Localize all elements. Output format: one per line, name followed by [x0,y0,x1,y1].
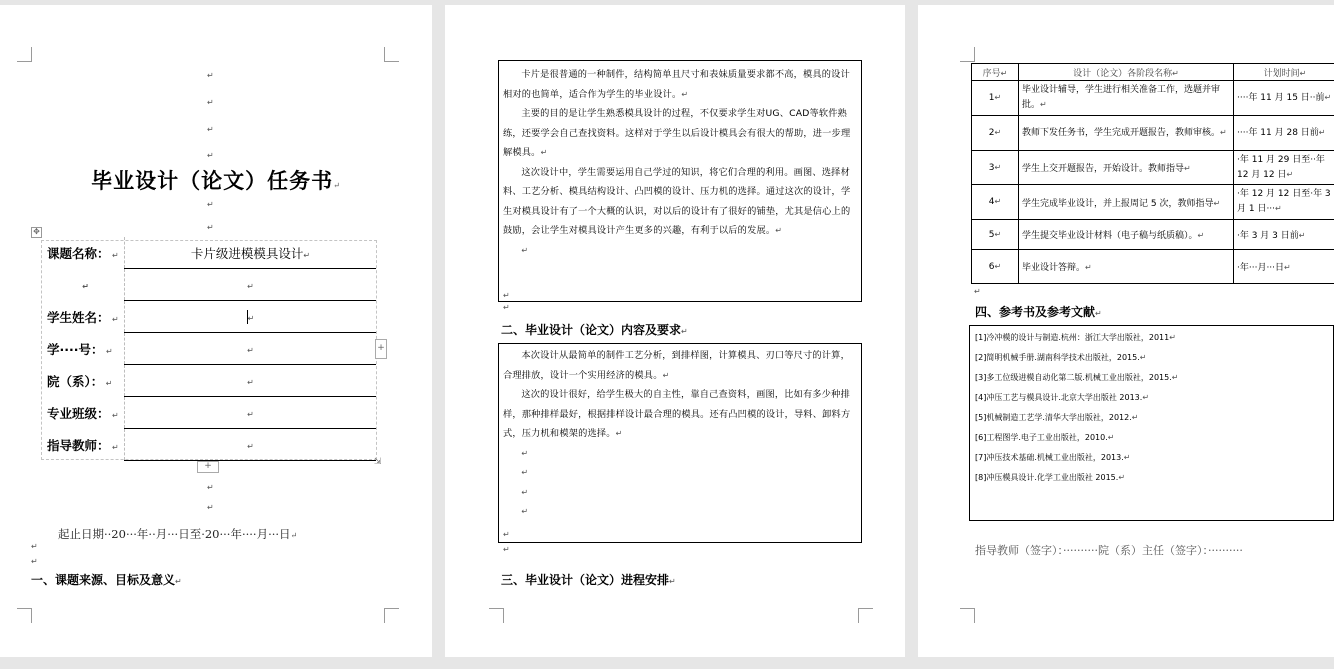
column-header: 序号↵ [972,64,1019,81]
paragraph: 主要的目的是让学生熟悉模具设计的过程，不仅要求学生对UG、CAD等软件熟练，还要学会自己查找资料。这样对于学生以后设计模具会有很大的帮助，进一步理解模具。↵ [503,108,851,158]
student-name-value[interactable]: ↵ [125,301,377,333]
reference-item: [7]冲压技术基础.机械工业出版社，2013.↵ [975,453,1131,462]
paragraph-mark: ↵ [207,151,214,160]
crop-mark [17,47,32,62]
student-info-table [41,237,376,461]
document-page-1[interactable] [0,5,432,657]
reference-item: [8]冲压模具设计.化学工业出版社 2015.↵ [975,473,1126,482]
table-row [41,333,376,365]
requirements-text-box[interactable]: 本次设计从最简单的制件工艺分析，到排样图，计算模具、刃口等尺寸的计算，合理排放，设计一个实用经济的模具。↵ 这次的设计很好，给学生极大的自主性，靠自己查资料，画图，比如有多少种排样，那种排样最好，根据排样设计最合理的模具。还有凸凹模的设计，导料、卸料方式，压力机和模架的选择。↵ ↵ ↵ ↵ ↵ ↵ [498,343,862,543]
planned-time[interactable]: ·年···月···日↵ [1234,250,1334,284]
table-row [41,301,376,333]
references-box[interactable] [969,325,1334,521]
section-heading-2: 二、毕业设计（论文）内容及要求↵ [501,323,688,337]
paragraph: ↵ [521,245,529,255]
add-row-button[interactable]: + [197,461,219,473]
planned-time[interactable]: ·年 11 月 29 日至··年 12 月 12 日↵ [1234,151,1334,185]
crop-mark [384,47,399,62]
field-label: 院（系）： ↵ [41,365,125,397]
topic-value[interactable]: 卡片级进模模具设计↵ [125,237,377,269]
table-row [972,151,1334,185]
reference-item: [4]冲压工艺与模具设计.北京大学出版社 2013.↵ [975,393,1150,402]
row-number[interactable]: 6↵ [972,250,1019,284]
paragraph-mark: ↵ [207,503,214,512]
reference-item: [5]机械制造工艺学.清华大学出版社，2012.↵ [975,413,1139,422]
paragraph-mark: ↵ [503,545,510,554]
significance-text-box[interactable]: 卡片是很普通的一种制件，结构简单且尺寸和表妹质量要求都不高，模具的设计相对的也简单，适合作为学生的毕业设计。↵ 主要的目的是让学生熟悉模具设计的过程，不仅要求学生对UG、CAD等软件熟练，还要学会自己查找资料。这样对于学生以后设计模具会有很大的帮助，进一步理解模具。↵ 这次设计中，学生需要运用自己学过的知识，将它们合理的利用。画图、选择材料、工艺分析、模具结构设计、凸凹模的设计、压力机的选择。通过这次的设计，学生对模具设计有了一个大概的认识，对以后的设计有了很好的铺垫，尤其是信心上的鼓励，会让学生对模具设计产生更多的兴趣，有利于以后的发展。↵ ↵ ↵ [498,60,862,302]
crop-mark [960,47,975,62]
table-row [41,429,376,461]
paragraph-mark: ↵ [207,71,214,80]
advisor-value[interactable]: ↵ [125,429,377,461]
stage-name[interactable]: 毕业设计辅导，学生进行相关准备工作，选题并审批。↵ [1019,81,1234,116]
field-value[interactable]: ↵ [125,269,377,301]
row-number[interactable]: 2↵ [972,116,1019,151]
document-page-2[interactable] [445,5,905,657]
paragraph: 本次设计从最简单的制件工艺分析，到排样图，计算模具、刃口等尺寸的计算，合理排放，设计一个实用经济的模具。↵ [503,350,850,381]
paragraph-mark: ↵ [31,557,38,566]
field-label: 学····号： ↵ [41,333,125,365]
column-header: 设计（论文）各阶段名称↵ [1019,64,1234,81]
planned-time[interactable]: ····年 11 月 15 日··前↵ [1234,81,1334,116]
paragraph-mark: ↵ [207,483,214,492]
table-header-row [972,64,1334,81]
paragraph: ↵ [521,487,529,497]
planned-time[interactable]: ·年 3 月 3 日前↵ [1234,220,1334,250]
section-heading-1: 一、课题来源、目标及意义↵ [31,573,182,587]
student-id-value[interactable]: ↵ [125,333,377,365]
field-label: ↵ [41,269,125,301]
table-row [41,365,376,397]
paragraph: ↵ [521,468,529,477]
signature-line: 指导教师（签字）：··········院（系）主任（签字）：·········· [975,544,1243,557]
table-resize-handle-icon[interactable]: ⇲ [374,457,382,467]
crop-mark [858,608,873,623]
table-row [41,397,376,429]
paragraph: 卡片是很普通的一种制件，结构简单且尺寸和表妹质量要求都不高，模具的设计相对的也简单，适合作为学生的毕业设计。↵ [503,69,850,100]
paragraph-mark: ↵ [974,287,981,296]
field-label: 学生姓名： ↵ [41,301,125,333]
planned-time[interactable]: ·年 12 月 12 日至·年 3 月 1 日···↵ [1234,185,1334,220]
schedule-table [971,63,1334,284]
stage-name[interactable]: 学生完成毕业设计，并上报周记 5 次，教师指导↵ [1019,185,1234,220]
table-row [41,269,376,301]
stage-name[interactable]: 学生提交毕业设计材料（电子稿与纸质稿）。↵ [1019,220,1234,250]
table-row [972,81,1334,116]
table-move-handle-icon[interactable]: ✥ [31,227,42,238]
class-value[interactable]: ↵ [125,397,377,429]
crop-mark [489,608,504,623]
stage-name[interactable]: 学生上交开题报告，开始设计。教师指导↵ [1019,151,1234,185]
reference-item: [2]简明机械手册.湖南科学技术出版社，2015.↵ [975,353,1147,362]
reference-item: [3]多工位级进模自动化第二版.机械工业出版社，2015.↵ [975,373,1179,382]
row-number[interactable]: 5↵ [972,220,1019,250]
paragraph: ↵ [521,507,529,516]
paragraph-mark: ↵ [31,542,38,551]
row-number[interactable]: 1↵ [972,81,1019,116]
row-number[interactable]: 3↵ [972,151,1019,185]
table-row [972,185,1334,220]
document-page-3[interactable] [918,5,1334,657]
column-header: 计划时间↵ [1234,64,1334,81]
row-number[interactable]: 4↵ [972,185,1019,220]
field-label: 指导教师： ↵ [41,429,125,461]
paragraph-mark: ↵ [207,125,214,134]
field-label: 专业班级： ↵ [41,397,125,429]
table-row [972,116,1334,151]
paragraph-mark: ↵ [207,98,214,107]
crop-mark [384,608,399,623]
add-column-button[interactable]: + [375,339,387,359]
crop-mark [960,608,975,623]
section-heading-3: 三、毕业设计（论文）进程安排↵ [501,573,676,587]
table-row [972,220,1334,250]
document-title: 毕业设计（论文）任务书↵ [91,168,341,193]
reference-item: [1]冷冲模的设计与制造.杭州：浙江大学出版社，2011↵ [975,333,1176,342]
paragraph-mark: ↵ [207,223,214,232]
paragraph: 这次的设计很好，给学生极大的自主性，靠自己查资料，画图，比如有多少种排样，那种排样最好，根据排样设计最合理的模具。还有凸凹模的设计，导料、卸料方式，压力机和模架的选择。↵ [503,389,851,439]
field-label: 课题名称： ↵ [41,237,125,269]
section-heading-4: 四、参考书及参考文献↵ [975,305,1102,319]
department-value[interactable]: ↵ [125,365,377,397]
reference-item: [6]工程图学.电子工业出版社，2010.↵ [975,433,1115,442]
paragraph-mark: ↵ [207,200,214,209]
paragraph-mark: ↵ [503,303,510,312]
paragraph: 这次设计中，学生需要运用自己学过的知识，将它们合理的利用。画图、选择材料、工艺分析、模具结构设计、凸凹模的设计、压力机的选择。通过这次的设计，学生对模具设计有了一个大概的认识，对以后的设计有了很好的铺垫，尤其是信心上的鼓励，会让学生对模具设计产生更多的兴趣，有利于以后的发展。↵ [503,166,851,236]
paragraph: ↵ [521,448,529,458]
table-row [41,237,376,269]
stage-name[interactable]: 毕业设计答辩。↵ [1019,250,1234,284]
crop-mark [17,608,32,623]
table-row [972,250,1334,284]
planned-time[interactable]: ····年 11 月 28 日前↵ [1234,116,1334,151]
date-range-line: 起止日期··20···年··月···日至·20···年····月···日↵ [58,527,298,541]
stage-name[interactable]: 教师下发任务书，学生完成开题报告，教师审核。↵ [1019,116,1234,151]
